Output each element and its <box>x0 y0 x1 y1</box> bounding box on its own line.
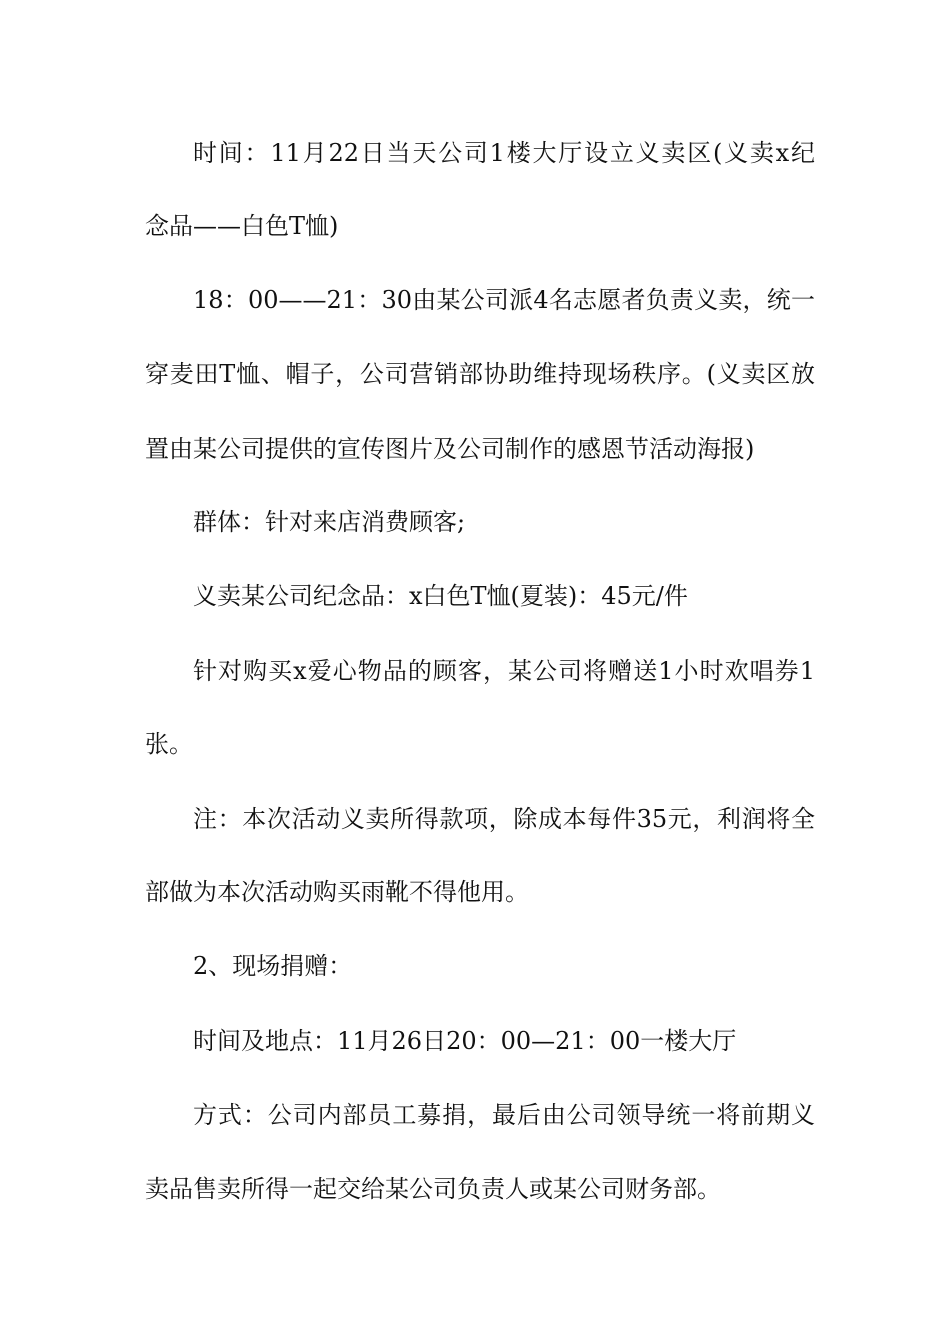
paragraph-line: 注：本次活动义卖所得款项，除成本每件35元，利润将全 <box>193 805 815 833</box>
paragraph-line: 18：00——21：30由某公司派4名志愿者负责义卖，统一 <box>193 286 815 314</box>
paragraph-line: 张。 <box>145 730 193 758</box>
paragraph-line: 置由某公司提供的宣传图片及公司制作的感恩节活动海报) <box>145 435 755 463</box>
paragraph-line: 针对购买x爱心物品的顾客，某公司将赠送1小时欢唱券1 <box>193 657 815 685</box>
paragraph-line: 义卖某公司纪念品：x白色T恤(夏装)：45元/件 <box>193 582 688 610</box>
paragraph-line: 时间：11月22日当天公司1楼大厅设立义卖区(义卖x纪 <box>193 139 815 167</box>
paragraph-line: 卖品售卖所得一起交给某公司负责人或某公司财务部。 <box>145 1175 721 1203</box>
paragraph-line: 穿麦田T恤、帽子，公司营销部协助维持现场秩序。(义卖区放 <box>145 360 815 388</box>
paragraph-line: 群体：针对来店消费顾客; <box>193 508 466 536</box>
paragraph-line: 念品——白色T恤) <box>145 212 339 240</box>
paragraph-line: 方式：公司内部员工募捐，最后由公司领导统一将前期义 <box>193 1101 815 1129</box>
section-heading: 2、现场捐赠： <box>193 952 353 980</box>
paragraph-line: 时间及地点：11月26日20：00—21：00一楼大厅 <box>193 1027 737 1055</box>
paragraph-line: 部做为本次活动购买雨靴不得他用。 <box>145 878 529 906</box>
